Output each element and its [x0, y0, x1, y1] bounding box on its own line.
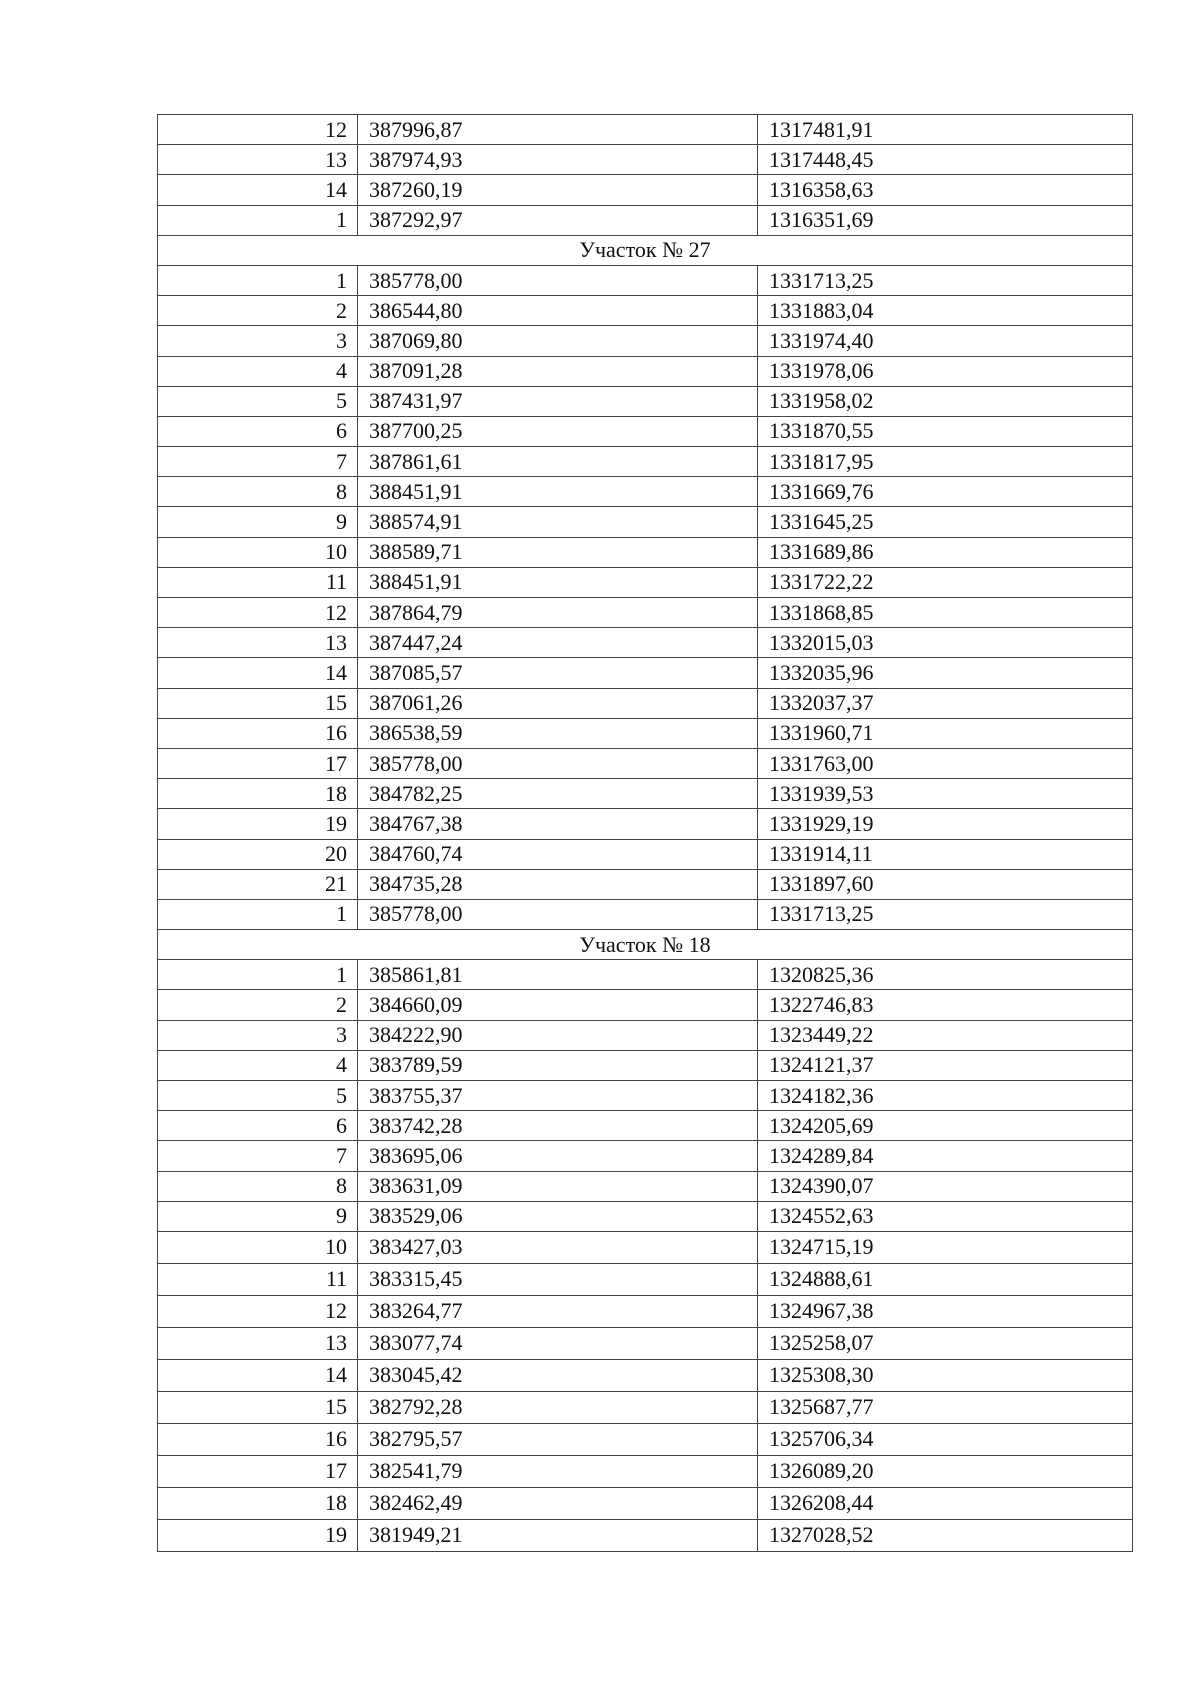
table-row: [158, 386, 1133, 416]
point-number-cell: 2: [158, 990, 358, 1020]
y-coordinate-cell: 1324888,61: [758, 1263, 1133, 1295]
y-coordinate-cell: 1331763,00: [758, 748, 1133, 778]
table-row: [158, 175, 1133, 205]
coordinates-table: [157, 114, 1133, 1552]
y-coordinate-cell: 1324715,19: [758, 1231, 1133, 1263]
x-coordinate-cell: 383742,28: [358, 1111, 758, 1141]
x-coordinate-cell: 387861,61: [358, 447, 758, 477]
y-coordinate-cell: 1332035,96: [758, 658, 1133, 688]
y-coordinate-cell: 1324205,69: [758, 1111, 1133, 1141]
x-coordinate-cell: 387260,19: [358, 175, 758, 205]
x-coordinate-cell: 385861,81: [358, 960, 758, 990]
x-coordinate-cell: 381949,21: [358, 1519, 758, 1551]
table-row: [158, 1201, 1133, 1231]
table-row: [158, 447, 1133, 477]
point-number-cell: 1: [158, 265, 358, 295]
point-number-cell: 2: [158, 296, 358, 326]
point-number-cell: 14: [158, 658, 358, 688]
table-row: [158, 1050, 1133, 1080]
table-row: [158, 507, 1133, 537]
x-coordinate-cell: 384782,25: [358, 779, 758, 809]
y-coordinate-cell: 1331713,25: [758, 265, 1133, 295]
point-number-cell: 1: [158, 205, 358, 235]
y-coordinate-cell: 1331669,76: [758, 477, 1133, 507]
point-number-cell: 4: [158, 1050, 358, 1080]
point-number-cell: 5: [158, 1081, 358, 1111]
section-header-row: [158, 930, 1133, 960]
point-number-cell: 17: [158, 748, 358, 778]
point-number-cell: 9: [158, 507, 358, 537]
table-row: [158, 748, 1133, 778]
point-number-cell: 18: [158, 1487, 358, 1519]
table-row: [158, 416, 1133, 446]
point-number-cell: 16: [158, 1423, 358, 1455]
y-coordinate-cell: 1324121,37: [758, 1050, 1133, 1080]
x-coordinate-cell: 386538,59: [358, 718, 758, 748]
x-coordinate-cell: 387069,80: [358, 326, 758, 356]
y-coordinate-cell: 1332037,37: [758, 688, 1133, 718]
table-row: [158, 537, 1133, 567]
table-row: [158, 477, 1133, 507]
y-coordinate-cell: 1317448,45: [758, 145, 1133, 175]
point-number-cell: 6: [158, 1111, 358, 1141]
point-number-cell: 10: [158, 1231, 358, 1263]
table-row: [158, 205, 1133, 235]
y-coordinate-cell: 1323449,22: [758, 1020, 1133, 1050]
table-row: [158, 145, 1133, 175]
x-coordinate-cell: 387292,97: [358, 205, 758, 235]
point-number-cell: 14: [158, 1359, 358, 1391]
x-coordinate-cell: 384760,74: [358, 839, 758, 869]
table-row: [158, 658, 1133, 688]
point-number-cell: 11: [158, 567, 358, 597]
table-row: [158, 1359, 1133, 1391]
table-row: [158, 265, 1133, 295]
table-row: [158, 356, 1133, 386]
x-coordinate-cell: 383755,37: [358, 1081, 758, 1111]
table-row: [158, 1081, 1133, 1111]
y-coordinate-cell: 1327028,52: [758, 1519, 1133, 1551]
y-coordinate-cell: 1331883,04: [758, 296, 1133, 326]
y-coordinate-cell: 1331897,60: [758, 869, 1133, 899]
x-coordinate-cell: 383631,09: [358, 1171, 758, 1201]
y-coordinate-cell: 1324967,38: [758, 1295, 1133, 1327]
x-coordinate-cell: 386544,80: [358, 296, 758, 326]
section-title: Участок № 27: [158, 235, 1133, 265]
x-coordinate-cell: 387996,87: [358, 115, 758, 145]
x-coordinate-cell: 387091,28: [358, 356, 758, 386]
x-coordinate-cell: 388589,71: [358, 537, 758, 567]
point-number-cell: 8: [158, 477, 358, 507]
table-row: [158, 869, 1133, 899]
point-number-cell: 17: [158, 1455, 358, 1487]
point-number-cell: 13: [158, 1327, 358, 1359]
coordinates-table-body: [158, 115, 1133, 1552]
y-coordinate-cell: 1325687,77: [758, 1391, 1133, 1423]
y-coordinate-cell: 1324390,07: [758, 1171, 1133, 1201]
point-number-cell: 3: [158, 1020, 358, 1050]
point-number-cell: 11: [158, 1263, 358, 1295]
point-number-cell: 9: [158, 1201, 358, 1231]
table-row: [158, 1519, 1133, 1551]
x-coordinate-cell: 383264,77: [358, 1295, 758, 1327]
table-row: [158, 809, 1133, 839]
table-row: [158, 1487, 1133, 1519]
x-coordinate-cell: 382462,49: [358, 1487, 758, 1519]
table-row: [158, 296, 1133, 326]
table-row: [158, 899, 1133, 929]
y-coordinate-cell: 1331960,71: [758, 718, 1133, 748]
y-coordinate-cell: 1324552,63: [758, 1201, 1133, 1231]
point-number-cell: 7: [158, 1141, 358, 1171]
x-coordinate-cell: 383045,42: [358, 1359, 758, 1391]
x-coordinate-cell: 383529,06: [358, 1201, 758, 1231]
x-coordinate-cell: 388451,91: [358, 477, 758, 507]
y-coordinate-cell: 1331722,22: [758, 567, 1133, 597]
table-row: [158, 1111, 1133, 1141]
x-coordinate-cell: 384660,09: [358, 990, 758, 1020]
point-number-cell: 14: [158, 175, 358, 205]
table-row: [158, 1391, 1133, 1423]
x-coordinate-cell: 387864,79: [358, 598, 758, 628]
point-number-cell: 16: [158, 718, 358, 748]
y-coordinate-cell: 1332015,03: [758, 628, 1133, 658]
x-coordinate-cell: 388451,91: [358, 567, 758, 597]
point-number-cell: 21: [158, 869, 358, 899]
table-row: [158, 567, 1133, 597]
table-row: [158, 839, 1133, 869]
y-coordinate-cell: 1316351,69: [758, 205, 1133, 235]
point-number-cell: 18: [158, 779, 358, 809]
y-coordinate-cell: 1325308,30: [758, 1359, 1133, 1391]
y-coordinate-cell: 1331713,25: [758, 899, 1133, 929]
table-row: [158, 628, 1133, 658]
y-coordinate-cell: 1324182,36: [758, 1081, 1133, 1111]
x-coordinate-cell: 387974,93: [358, 145, 758, 175]
table-row: [158, 1263, 1133, 1295]
point-number-cell: 12: [158, 1295, 358, 1327]
y-coordinate-cell: 1325706,34: [758, 1423, 1133, 1455]
x-coordinate-cell: 382792,28: [358, 1391, 758, 1423]
table-row: [158, 960, 1133, 990]
y-coordinate-cell: 1331914,11: [758, 839, 1133, 869]
x-coordinate-cell: 383077,74: [358, 1327, 758, 1359]
x-coordinate-cell: 383315,45: [358, 1263, 758, 1295]
x-coordinate-cell: 387431,97: [358, 386, 758, 416]
table-row: [158, 1171, 1133, 1201]
table-row: [158, 326, 1133, 356]
point-number-cell: 20: [158, 839, 358, 869]
table-row: [158, 115, 1133, 145]
x-coordinate-cell: 384222,90: [358, 1020, 758, 1050]
point-number-cell: 19: [158, 1519, 358, 1551]
table-row: [158, 1327, 1133, 1359]
point-number-cell: 13: [158, 628, 358, 658]
x-coordinate-cell: 387700,25: [358, 416, 758, 446]
section-title: Участок № 18: [158, 930, 1133, 960]
x-coordinate-cell: 387085,57: [358, 658, 758, 688]
y-coordinate-cell: 1331868,85: [758, 598, 1133, 628]
y-coordinate-cell: 1324289,84: [758, 1141, 1133, 1171]
point-number-cell: 7: [158, 447, 358, 477]
table-row: [158, 718, 1133, 748]
point-number-cell: 1: [158, 899, 358, 929]
y-coordinate-cell: 1331689,86: [758, 537, 1133, 567]
table-row: [158, 1455, 1133, 1487]
x-coordinate-cell: 385778,00: [358, 265, 758, 295]
y-coordinate-cell: 1331870,55: [758, 416, 1133, 446]
x-coordinate-cell: 384767,38: [358, 809, 758, 839]
point-number-cell: 10: [158, 537, 358, 567]
y-coordinate-cell: 1326089,20: [758, 1455, 1133, 1487]
table-row: [158, 688, 1133, 718]
x-coordinate-cell: 387447,24: [358, 628, 758, 658]
y-coordinate-cell: 1331974,40: [758, 326, 1133, 356]
x-coordinate-cell: 383695,06: [358, 1141, 758, 1171]
x-coordinate-cell: 385778,00: [358, 748, 758, 778]
table-row: [158, 990, 1133, 1020]
table-row: [158, 1141, 1133, 1171]
y-coordinate-cell: 1326208,44: [758, 1487, 1133, 1519]
y-coordinate-cell: 1331645,25: [758, 507, 1133, 537]
point-number-cell: 12: [158, 115, 358, 145]
point-number-cell: 15: [158, 688, 358, 718]
table-row: [158, 1295, 1133, 1327]
point-number-cell: 6: [158, 416, 358, 446]
y-coordinate-cell: 1320825,36: [758, 960, 1133, 990]
y-coordinate-cell: 1317481,91: [758, 115, 1133, 145]
table-row: [158, 1020, 1133, 1050]
x-coordinate-cell: 383427,03: [358, 1231, 758, 1263]
table-row: [158, 598, 1133, 628]
y-coordinate-cell: 1331939,53: [758, 779, 1133, 809]
y-coordinate-cell: 1331817,95: [758, 447, 1133, 477]
x-coordinate-cell: 382795,57: [358, 1423, 758, 1455]
section-header-row: [158, 235, 1133, 265]
point-number-cell: 3: [158, 326, 358, 356]
point-number-cell: 13: [158, 145, 358, 175]
point-number-cell: 15: [158, 1391, 358, 1423]
point-number-cell: 19: [158, 809, 358, 839]
x-coordinate-cell: 382541,79: [358, 1455, 758, 1487]
y-coordinate-cell: 1331978,06: [758, 356, 1133, 386]
x-coordinate-cell: 387061,26: [358, 688, 758, 718]
point-number-cell: 5: [158, 386, 358, 416]
x-coordinate-cell: 385778,00: [358, 899, 758, 929]
table-row: [158, 1423, 1133, 1455]
point-number-cell: 12: [158, 598, 358, 628]
table-row: [158, 1231, 1133, 1263]
y-coordinate-cell: 1325258,07: [758, 1327, 1133, 1359]
table-row: [158, 779, 1133, 809]
y-coordinate-cell: 1331958,02: [758, 386, 1133, 416]
x-coordinate-cell: 383789,59: [358, 1050, 758, 1080]
y-coordinate-cell: 1322746,83: [758, 990, 1133, 1020]
point-number-cell: 1: [158, 960, 358, 990]
y-coordinate-cell: 1331929,19: [758, 809, 1133, 839]
x-coordinate-cell: 388574,91: [358, 507, 758, 537]
y-coordinate-cell: 1316358,63: [758, 175, 1133, 205]
point-number-cell: 8: [158, 1171, 358, 1201]
point-number-cell: 4: [158, 356, 358, 386]
x-coordinate-cell: 384735,28: [358, 869, 758, 899]
